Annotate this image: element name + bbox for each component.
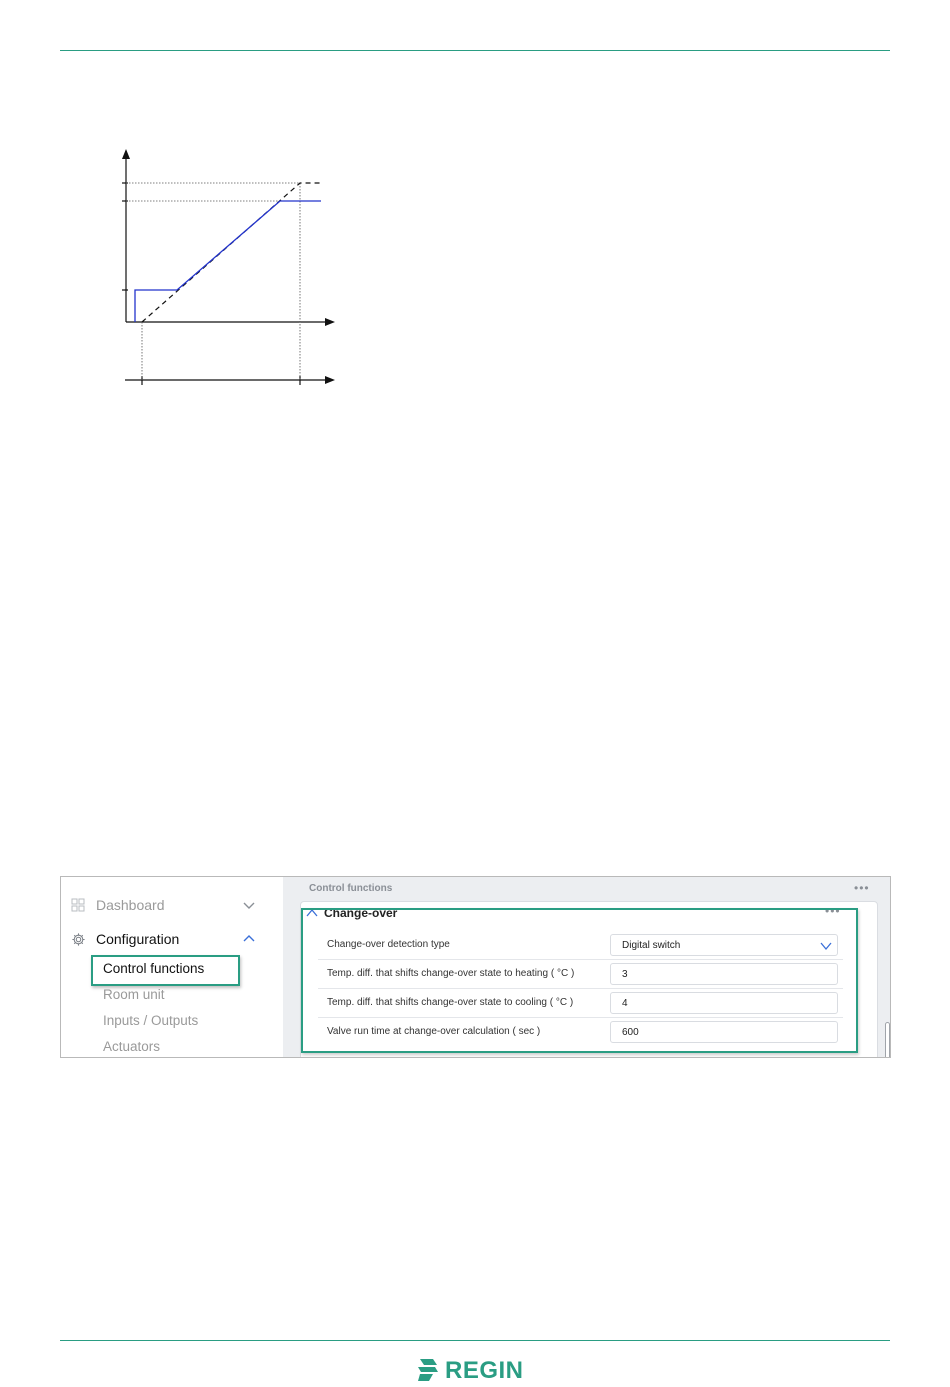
input-value: 4 [622, 998, 628, 1009]
dashed-ideal-line [142, 183, 322, 322]
footer-rule [60, 1340, 890, 1341]
sidebar-subitem-inputs-outputs[interactable]: Inputs / Outputs [103, 1013, 199, 1028]
chevron-down-icon[interactable] [242, 898, 256, 912]
sidebar-subitem-control-functions[interactable]: Control functions [103, 961, 205, 976]
regin-logo-mark [416, 1357, 440, 1383]
sidebar-item-label: Configuration [96, 931, 180, 947]
input-value: 600 [622, 1027, 639, 1038]
x-axis-lower-arrow [325, 376, 335, 384]
more-options-icon[interactable]: ••• [854, 881, 870, 895]
sidebar-item-dashboard[interactable] [61, 892, 283, 918]
y-axis-arrow [122, 149, 130, 159]
grid-icon [70, 897, 86, 913]
sidebar-subitem-room-unit[interactable]: Room unit [103, 987, 165, 1002]
x-axis-arrow [325, 318, 335, 326]
section-title: Change-over [324, 906, 398, 920]
sidebar-item-configuration[interactable] [61, 926, 283, 952]
sidebar [61, 877, 283, 1057]
software-screenshot [60, 876, 891, 1058]
section-more-icon[interactable]: ••• [825, 904, 841, 918]
setting-label: Valve run time at change-over calculation ( sec ) [327, 1026, 541, 1037]
setting-label: Change-over detection type [327, 939, 450, 950]
highlight-frame [301, 908, 858, 1053]
header-rule [60, 50, 890, 51]
gear-icon [70, 931, 86, 947]
input-value: 3 [622, 969, 628, 980]
setting-label: Temp. diff. that shifts change-over state to heating ( °C ) [327, 968, 575, 979]
setting-label: Temp. diff. that shifts change-over state to cooling ( °C ) [327, 997, 574, 1008]
scrollbar[interactable] [885, 1022, 890, 1058]
highlight-frame [91, 955, 240, 986]
sidebar-subitem-actuators[interactable]: Actuators [103, 1039, 161, 1054]
brand-name: REGIN [445, 1357, 524, 1384]
change-over-diagram [115, 145, 345, 395]
panel-title: Control functions [309, 883, 393, 894]
chevron-up-icon[interactable] [242, 932, 256, 946]
select-value: Digital switch [622, 940, 681, 951]
sidebar-item-label: Dashboard [96, 897, 165, 913]
regin-logo [416, 1354, 532, 1386]
